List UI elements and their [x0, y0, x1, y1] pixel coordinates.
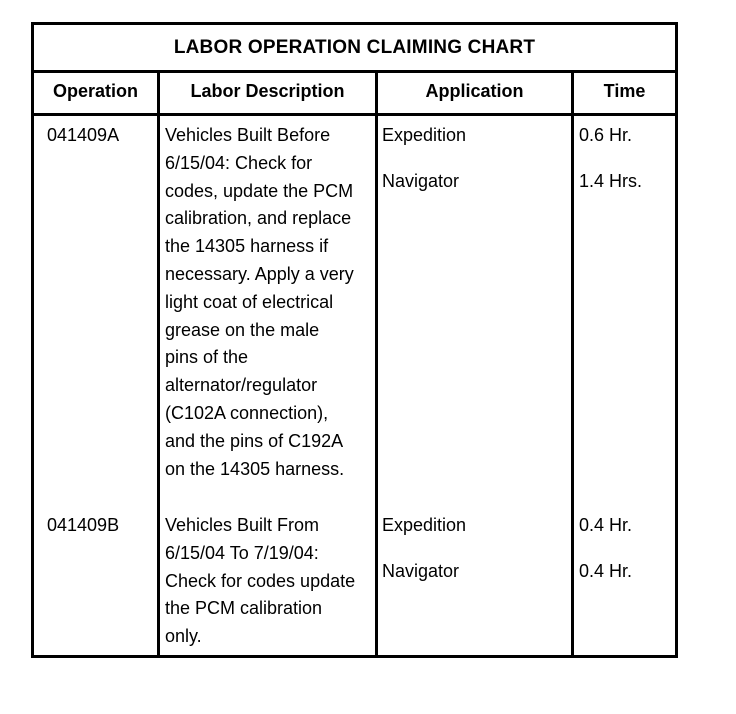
chart-title: LABOR OPERATION CLAIMING CHART [34, 25, 675, 73]
row-1-application-2: Navigator [382, 171, 460, 191]
row-1-description: Vehicles Built Before 6/15/04: Check for codes, update the PCM calibration, and replace the 14305 harness if necessary. Apply a very light coat of electrical grease on the male pins of the alternator/regulator (C102A connection), and the pins of C192A on the 14305 harness. [165, 125, 354, 479]
row-2-application-1: Expedition [382, 515, 467, 535]
row-2-application-2: Navigator [382, 561, 460, 581]
row-1-operation: 041409A [47, 125, 120, 145]
row-1-time-1: 0.6 Hr. [579, 125, 633, 145]
column-divider [375, 70, 378, 655]
column-divider [571, 70, 574, 655]
row-1-time-2: 1.4 Hrs. [579, 171, 643, 191]
column-divider [157, 70, 160, 655]
column-header-time: Time [603, 81, 646, 101]
row-2-time-2: 0.4 Hr. [579, 561, 633, 581]
row-1-application-1: Expedition [382, 125, 467, 145]
column-header-labor-description: Labor Description [190, 81, 345, 101]
labor-claiming-chart [31, 22, 678, 658]
column-header-application: Application [425, 81, 524, 101]
row-2-operation: 041409B [47, 515, 120, 535]
row-2-description: Vehicles Built From 6/15/04 To 7/19/04: Check for codes update the PCM calibration only. [165, 515, 356, 647]
header-row [34, 70, 675, 116]
row-2-time-1: 0.4 Hr. [579, 515, 633, 535]
column-header-operation: Operation [52, 81, 138, 101]
